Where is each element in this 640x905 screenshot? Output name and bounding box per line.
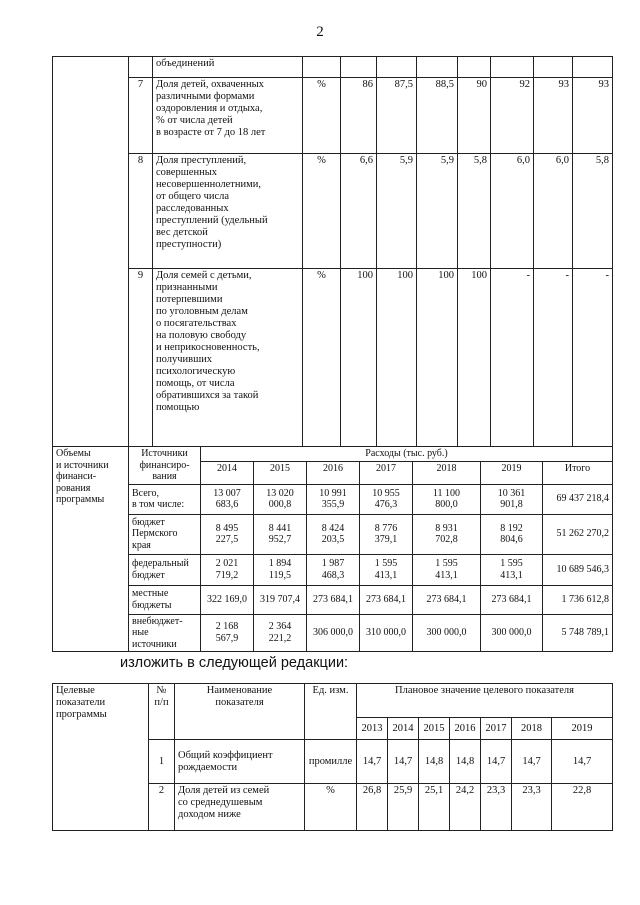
source-label: внебюджет- ные источники [129, 614, 201, 652]
year-header: 2017 [481, 718, 512, 740]
value-cell: 25,9 [388, 784, 419, 831]
value-cell: 1 987 468,3 [307, 554, 360, 585]
value-cell: 14,7 [512, 740, 552, 784]
value-cell: 8 192 804,6 [481, 514, 543, 554]
total-header: Итого [543, 461, 613, 484]
value-cell: 300 000,0 [481, 614, 543, 652]
financing-table [52, 446, 613, 652]
value-cell: 306 000,0 [307, 614, 360, 652]
value-cell: 5,8 [573, 154, 613, 269]
value-cell: - [491, 269, 534, 447]
year-header: 2018 [512, 718, 552, 740]
value-cell: 8 495 227,5 [201, 514, 254, 554]
value-cell: 273 684,1 [413, 585, 481, 614]
value-cell: 8 424 203,5 [307, 514, 360, 554]
unit-header: Ед. изм. [305, 684, 357, 740]
value-cell: 6,6 [341, 154, 377, 269]
value-cell: 2 168 567,9 [201, 614, 254, 652]
indicator-name: Доля семей с детьми, признанными потерпевшими по уголовным делам о посягательствах на половую свободу и неприкосновенность, получивших психологическую помощь, от числа обратившихся за такой помощью [153, 269, 303, 447]
table-row [53, 484, 613, 514]
table-row [53, 269, 613, 447]
value-cell: 87,5 [377, 78, 417, 154]
value-cell: 300 000,0 [413, 614, 481, 652]
unit-cell: % [305, 784, 357, 831]
value-cell: 1 595 413,1 [481, 554, 543, 585]
year-header: 2014 [201, 461, 254, 484]
left-empty-cell [53, 57, 129, 447]
value-cell: 1 894 119,5 [254, 554, 307, 585]
value-cell: 100 [417, 269, 458, 447]
value-cell: 8 931 702,8 [413, 514, 481, 554]
row-number: 8 [129, 154, 153, 269]
source-label: Всего, в том числе: [129, 484, 201, 514]
indicator-name: Доля детей из семей со среднедушевым доходом ниже [175, 784, 305, 831]
value-cell: 92 [491, 78, 534, 154]
value-cell: 100 [377, 269, 417, 447]
value-cell: 25,1 [419, 784, 450, 831]
value-cell: - [534, 269, 573, 447]
year-header: 2015 [419, 718, 450, 740]
value-cell: 14,8 [419, 740, 450, 784]
source-label: бюджет Пермского края [129, 514, 201, 554]
year-header: 2016 [450, 718, 481, 740]
year-header: 2015 [254, 461, 307, 484]
table-row [53, 684, 613, 718]
expenses-header: Расходы (тыс. руб.) [201, 447, 613, 462]
value-cell: 23,3 [481, 784, 512, 831]
row-number: 2 [149, 784, 175, 831]
indicator-name: Общий коэффициент рождаемости [175, 740, 305, 784]
number-header: № п/п [149, 684, 175, 740]
total-cell: 51 262 270,2 [543, 514, 613, 554]
value-cell: 100 [341, 269, 377, 447]
value-cell: 1 595 413,1 [413, 554, 481, 585]
value-cell: 5,9 [377, 154, 417, 269]
value-cell: 14,7 [552, 740, 613, 784]
value-cell: 1 595 413,1 [360, 554, 413, 585]
source-label: федеральный бюджет [129, 554, 201, 585]
year-header: 2017 [360, 461, 413, 484]
financing-label: Объемы и источники финанси- рования программы [53, 447, 129, 652]
value-cell: 11 100 800,0 [413, 484, 481, 514]
value-cell: 13 007 683,6 [201, 484, 254, 514]
value-cell: 319 707,4 [254, 585, 307, 614]
value-cell: 93 [573, 78, 613, 154]
indicator-name: объединений [153, 57, 303, 78]
value-cell: 2 364 221,2 [254, 614, 307, 652]
table-row [53, 154, 613, 269]
value-cell: 93 [534, 78, 573, 154]
year-header: 2013 [357, 718, 388, 740]
sources-header: Источники финансиро- вания [129, 447, 201, 485]
value-cell: 10 955 476,3 [360, 484, 413, 514]
section-heading: изложить в следующей редакции: [120, 655, 349, 671]
value-cell: 6,0 [534, 154, 573, 269]
value-cell: 14,7 [357, 740, 388, 784]
unit-cell: % [303, 78, 341, 154]
unit-cell: % [303, 154, 341, 269]
value-cell: 5,8 [458, 154, 491, 269]
value-cell: 273 684,1 [360, 585, 413, 614]
value-cell: 6,0 [491, 154, 534, 269]
table-row [53, 614, 613, 652]
value-cell: 8 776 379,1 [360, 514, 413, 554]
plan-header: Плановое значение целевого показателя [357, 684, 613, 718]
target-label: Целевые показатели программы [53, 684, 149, 831]
table-row [53, 514, 613, 554]
value-cell: 24,2 [450, 784, 481, 831]
value-cell: 88,5 [417, 78, 458, 154]
unit-cell: промилле [305, 740, 357, 784]
indicator-name: Доля детей, охваченных различными формами оздоровления и отдыха, % от числа детей в возрасте от 7 до 18 лет [153, 78, 303, 154]
value-cell: 10 361 901,8 [481, 484, 543, 514]
year-header: 2016 [307, 461, 360, 484]
year-header: 2014 [388, 718, 419, 740]
value-cell: 13 020 000,8 [254, 484, 307, 514]
table-row [53, 78, 613, 154]
source-label: местные бюджеты [129, 585, 201, 614]
value-cell: 90 [458, 78, 491, 154]
unit-cell: % [303, 269, 341, 447]
table-row [53, 585, 613, 614]
value-cell: 273 684,1 [307, 585, 360, 614]
year-header: 2019 [481, 461, 543, 484]
total-cell: 69 437 218,4 [543, 484, 613, 514]
total-cell: 5 748 789,1 [543, 614, 613, 652]
indicators-table [52, 56, 613, 447]
value-cell: 14,7 [388, 740, 419, 784]
value-cell: 14,7 [481, 740, 512, 784]
row-number: 7 [129, 78, 153, 154]
row-number: 9 [129, 269, 153, 447]
year-header: 2019 [552, 718, 613, 740]
value-cell: 14,8 [450, 740, 481, 784]
year-header: 2018 [413, 461, 481, 484]
value-cell: 273 684,1 [481, 585, 543, 614]
value-cell: 86 [341, 78, 377, 154]
value-cell: - [573, 269, 613, 447]
row-number: 1 [149, 740, 175, 784]
name-header: Наименование показателя [175, 684, 305, 740]
value-cell: 26,8 [357, 784, 388, 831]
total-cell: 1 736 612,8 [543, 585, 613, 614]
total-cell: 10 689 546,3 [543, 554, 613, 585]
value-cell: 23,3 [512, 784, 552, 831]
indicator-name: Доля преступлений, совершенных несовершеннолетними, от общего числа расследованных преступлений (удельный вес детской преступности) [153, 154, 303, 269]
value-cell: 22,8 [552, 784, 613, 831]
value-cell: 8 441 952,7 [254, 514, 307, 554]
table-row [53, 447, 613, 462]
target-indicators-table [52, 683, 613, 831]
table-row [53, 57, 613, 78]
value-cell: 100 [458, 269, 491, 447]
value-cell: 10 991 355,9 [307, 484, 360, 514]
value-cell: 322 169,0 [201, 585, 254, 614]
value-cell: 2 021 719,2 [201, 554, 254, 585]
value-cell: 310 000,0 [360, 614, 413, 652]
table-row [53, 554, 613, 585]
page-number: 2 [316, 24, 324, 40]
value-cell: 5,9 [417, 154, 458, 269]
